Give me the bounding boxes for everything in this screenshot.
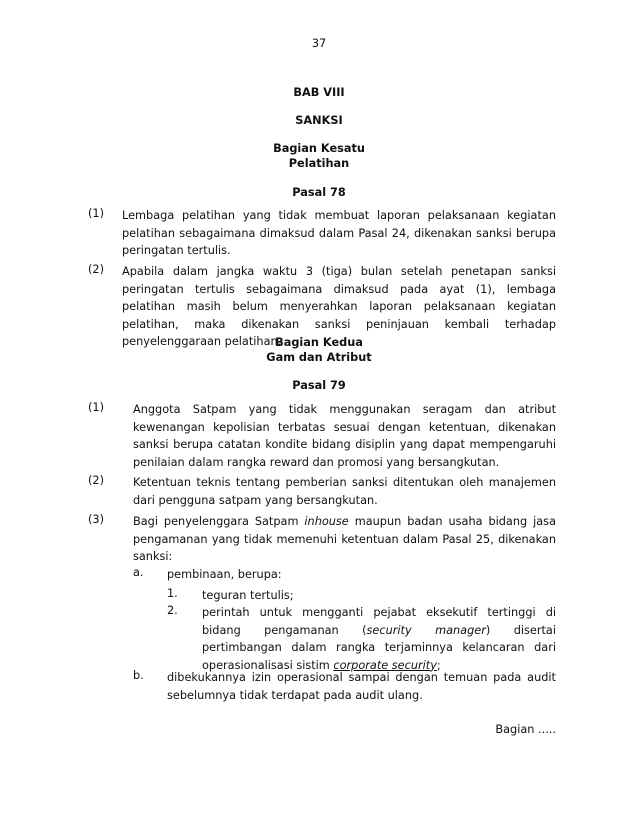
section-heading-sub: Pelatihan — [288, 157, 350, 170]
item-number: (2) — [88, 474, 105, 487]
article-paragraph — [133, 513, 556, 566]
page-number: 37 — [311, 37, 327, 50]
article-paragraph: Lembaga pelatihan yang tidak membuat laporan pelaksanaan kegiatan pelatihan sebagaimana dimaksud dalam Pasal 24, dikenakan sanksi berupa peringatan tertulis. — [122, 209, 556, 257]
article-title: Pasal 78 — [292, 186, 346, 199]
list-number: 2. — [167, 604, 178, 617]
text-segment: Bagi penyelenggara Satpam — [133, 515, 305, 528]
article-title: Pasal 79 — [292, 379, 346, 392]
item-number: (1) — [88, 401, 105, 414]
item-number: (1) — [88, 207, 105, 220]
text-segment: perintah untuk mengganti pejabat eksekutif tertinggi di bidang pengamanan ( — [202, 606, 556, 637]
sub-item-label: b. — [133, 669, 144, 682]
article-paragraph: Apabila dalam jangka waktu 3 (tiga) bulan setelah penetapan sanksi peringatan tertulis sebagaimana dimaksud pada ayat (1), lembaga pelatihan masih belum menyerahkan laporan pelaksanaan kegiatan pelatihan, maka dikenakan sanksi peninjauan kembali terhadap penyelenggaraan pelatihan. — [122, 265, 556, 348]
article-paragraph: Anggota Satpam yang tidak menggunakan seragam dan atribut kewenangan kepolisian terbatas sesuai dengan ketentuan, dikenakan sanksi berupa catatan kondite bidang disiplin yang dapat mempengaruhi penilaian dalam rangka reward dan promosi yang bersangkutan. — [133, 403, 556, 469]
text-segment: maupun badan usaha bidang jasa pengamanan yang tidak memenuhi ketentuan dalam Pasal 25, dikenakan sanksi: — [133, 515, 556, 563]
list-item-text: teguran tertulis; — [202, 589, 294, 602]
italic-term: security manager — [366, 623, 486, 637]
sub-item-text: dibekukannya izin operasional sampai dengan temuan pada audit sebelumnya tidak terdapat pada audit ulang. — [167, 671, 556, 702]
text-segment: ; — [436, 658, 441, 672]
list-item-text — [202, 604, 556, 674]
section-heading-sub: Gam dan Atribut — [266, 351, 372, 364]
chapter-subtitle: SANKSI — [295, 114, 343, 127]
list-number: 1. — [167, 587, 178, 600]
text-segment: ) disertai pertimbangan dalam rangka terjaminnya kelancaran dari operasionalisasi sistim — [202, 623, 556, 672]
chapter-title: BAB VIII — [293, 86, 345, 99]
sub-item-label: a. — [133, 566, 144, 579]
item-number: (3) — [88, 513, 105, 526]
section-heading: Bagian Kesatu — [273, 142, 365, 155]
underlined-term: corporate security — [333, 658, 437, 672]
article-paragraph: Ketentuan teknis tentang pemberian sanksi ditentukan oleh manajemen dari pengguna satpam yang bersangkutan. — [133, 476, 556, 507]
item-number: (2) — [88, 263, 105, 276]
page-continuation: Bagian ..... — [495, 723, 556, 736]
section-heading: Bagian Kedua — [275, 336, 363, 349]
italic-term: inhouse — [304, 515, 349, 528]
sub-item-text: pembinaan, berupa: — [167, 568, 282, 581]
